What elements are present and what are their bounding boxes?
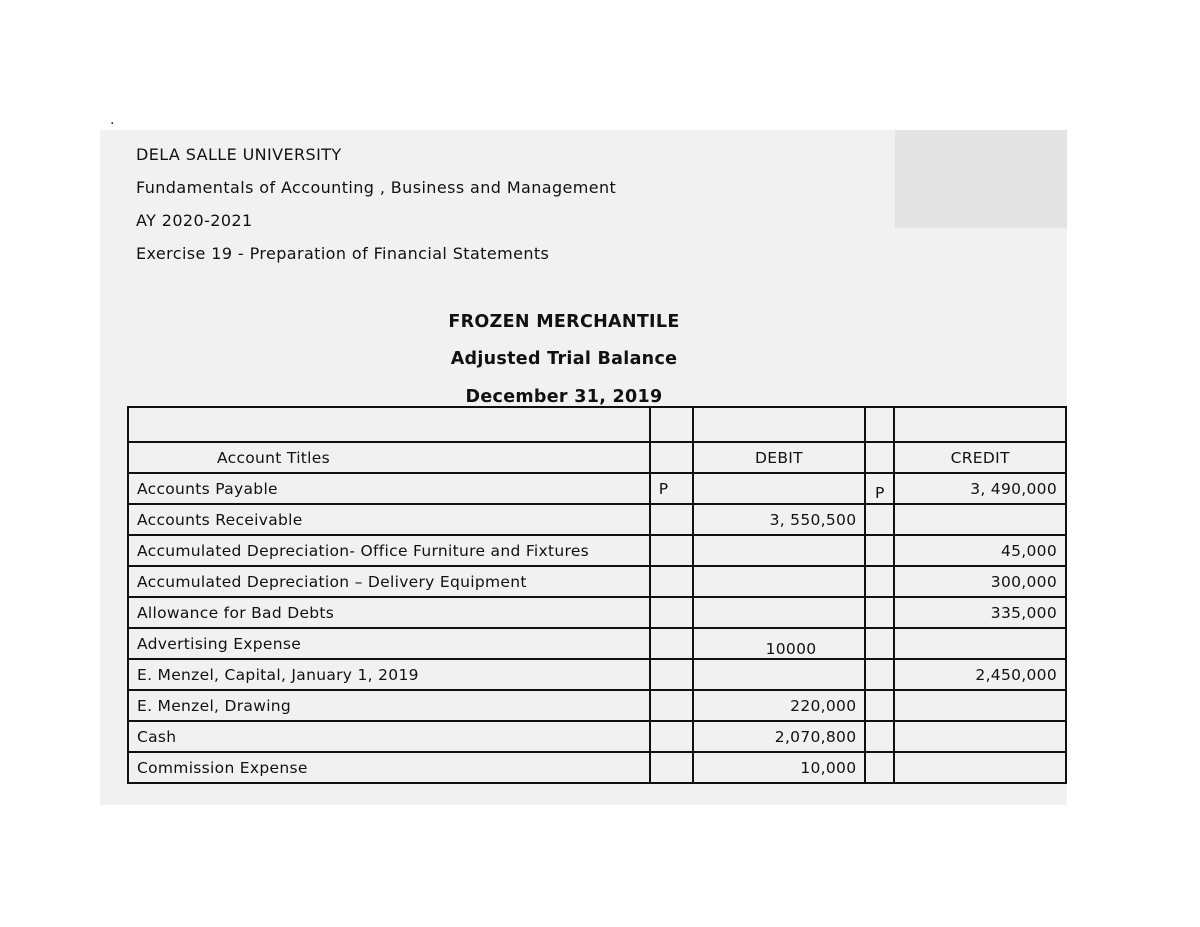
table-row xyxy=(128,690,1066,721)
document-sheet xyxy=(100,130,1067,805)
debit-currency-cell xyxy=(650,566,693,597)
credit-amount-cell xyxy=(894,628,1066,659)
credit-amount-cell xyxy=(894,473,1066,504)
debit-amount-cell xyxy=(693,690,866,721)
table-header-row xyxy=(128,442,1066,473)
academic-year: AY 2020-2021 xyxy=(136,211,253,230)
credit-currency-cell xyxy=(865,535,894,566)
credit-amount-cell xyxy=(894,597,1066,628)
credit-amount-cell xyxy=(894,721,1066,752)
account-title-cell xyxy=(128,752,650,783)
account-title-text: Accumulated Depreciation- Office Furniture and Fixtures xyxy=(137,541,590,560)
account-title-cell xyxy=(128,473,650,504)
credit-currency-cell xyxy=(865,628,894,659)
credit-currency-cell xyxy=(865,659,894,690)
header-account-titles: Account Titles xyxy=(128,442,650,473)
company-name: FROZEN MERCHANTILE xyxy=(448,312,680,332)
statement-title: Adjusted Trial Balance xyxy=(450,349,678,369)
debit-currency-text: P xyxy=(658,479,669,498)
account-title-cell xyxy=(128,566,650,597)
table-row xyxy=(128,504,1066,535)
debit-amount-text: 10000 xyxy=(765,639,817,658)
debit-currency-cell xyxy=(650,535,693,566)
account-title-cell xyxy=(128,721,650,752)
credit-amount-text: 335,000 xyxy=(990,603,1057,622)
debit-amount-cell xyxy=(693,504,866,535)
debit-amount-text: 10,000 xyxy=(800,758,857,777)
account-title-cell xyxy=(128,597,650,628)
page-marker: . xyxy=(110,112,115,128)
account-title-cell xyxy=(128,659,650,690)
debit-amount-cell xyxy=(693,473,866,504)
trial-balance-table xyxy=(127,406,1067,784)
account-title-text: Accounts Payable xyxy=(137,479,278,498)
statement-date: December 31, 2019 xyxy=(465,387,663,407)
account-title-text: Cash xyxy=(137,727,177,746)
account-title-cell xyxy=(128,535,650,566)
table-row xyxy=(128,535,1066,566)
account-title-text: Accumulated Depreciation – Delivery Equipment xyxy=(137,572,527,591)
debit-amount-cell xyxy=(693,752,866,783)
credit-currency-text: P xyxy=(875,483,885,502)
credit-currency-cell xyxy=(865,597,894,628)
credit-currency-cell xyxy=(865,721,894,752)
credit-currency-cell xyxy=(865,504,894,535)
exercise-title: Exercise 19 - Preparation of Financial Statements xyxy=(136,244,550,263)
debit-amount-cell xyxy=(693,566,866,597)
debit-amount-cell xyxy=(693,659,866,690)
account-title-text: Allowance for Bad Debts xyxy=(137,603,335,622)
credit-amount-cell xyxy=(894,566,1066,597)
credit-amount-cell xyxy=(894,659,1066,690)
table-row xyxy=(128,597,1066,628)
header-debit: DEBIT xyxy=(693,442,866,473)
debit-amount-text: 2,070,800 xyxy=(774,727,857,746)
debit-amount-cell xyxy=(693,597,866,628)
account-title-text: Commission Expense xyxy=(137,758,308,777)
debit-amount-cell xyxy=(693,535,866,566)
header-credit: CREDIT xyxy=(894,442,1066,473)
table-row xyxy=(128,752,1066,783)
credit-currency-cell xyxy=(865,752,894,783)
credit-amount-cell xyxy=(894,690,1066,721)
debit-amount-text: 3, 550,500 xyxy=(769,510,857,529)
account-title-text: Advertising Expense xyxy=(137,634,302,653)
credit-amount-cell xyxy=(894,752,1066,783)
table-blank-row xyxy=(128,407,1066,442)
credit-currency-cell xyxy=(865,473,894,504)
account-title-text: Accounts Receivable xyxy=(137,510,303,529)
table-row xyxy=(128,721,1066,752)
debit-currency-cell xyxy=(650,690,693,721)
table-row xyxy=(128,473,1066,504)
debit-currency-cell xyxy=(650,473,693,504)
credit-amount-cell xyxy=(894,504,1066,535)
credit-currency-cell xyxy=(865,566,894,597)
credit-amount-text: 45,000 xyxy=(1000,541,1057,560)
account-title-cell xyxy=(128,628,650,659)
credit-currency-cell xyxy=(865,690,894,721)
account-title-text: E. Menzel, Drawing xyxy=(137,696,292,715)
debit-amount-cell xyxy=(693,721,866,752)
course-title: Fundamentals of Accounting , Business and Management xyxy=(136,178,617,197)
table-row xyxy=(128,566,1066,597)
table-row xyxy=(128,659,1066,690)
credit-amount-text: 3, 490,000 xyxy=(970,479,1057,498)
debit-currency-cell xyxy=(650,504,693,535)
credit-amount-text: 2,450,000 xyxy=(975,665,1057,684)
table-row xyxy=(128,628,1066,659)
account-title-cell xyxy=(128,504,650,535)
debit-currency-cell xyxy=(650,659,693,690)
header-corner-box xyxy=(895,130,1067,228)
debit-amount-cell xyxy=(693,628,866,659)
debit-currency-cell xyxy=(650,597,693,628)
debit-amount-text: 220,000 xyxy=(790,696,857,715)
debit-currency-cell xyxy=(650,628,693,659)
credit-amount-text: 300,000 xyxy=(990,572,1057,591)
account-title-text: E. Menzel, Capital, January 1, 2019 xyxy=(137,665,419,684)
account-title-cell xyxy=(128,690,650,721)
debit-currency-cell xyxy=(650,721,693,752)
university-name: DELA SALLE UNIVERSITY xyxy=(136,145,342,164)
debit-currency-cell xyxy=(650,752,693,783)
credit-amount-cell xyxy=(894,535,1066,566)
